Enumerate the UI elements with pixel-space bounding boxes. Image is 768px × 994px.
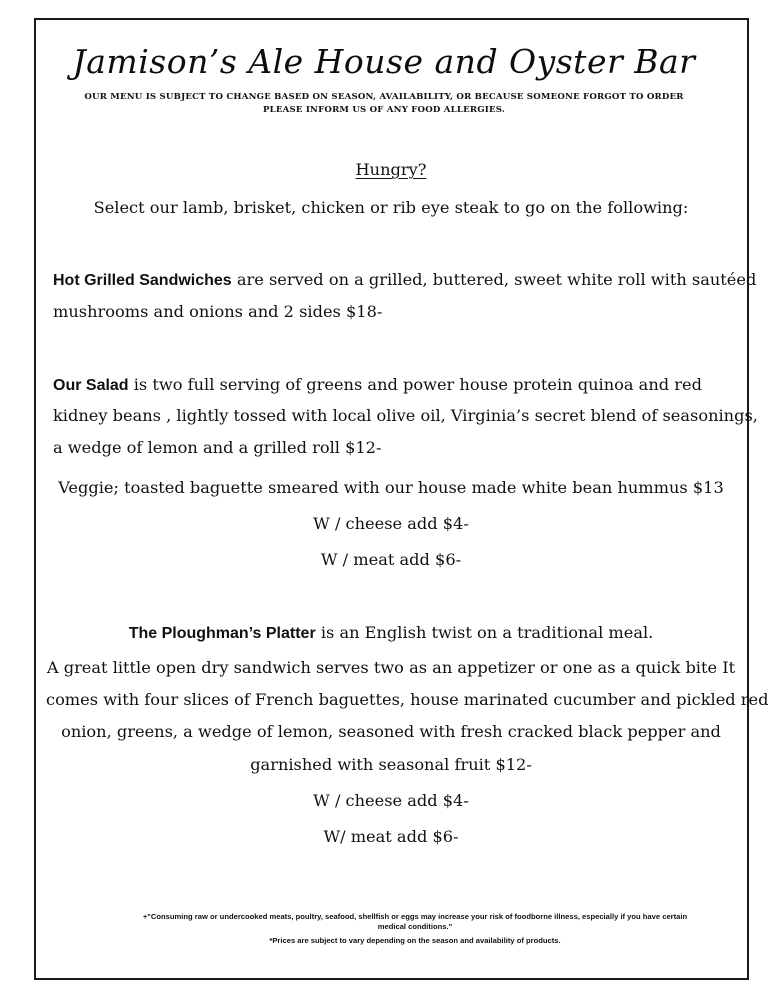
sandwiches-line-1 [53, 270, 757, 291]
salad-add-cheese: W / cheese add $4- [313, 514, 469, 533]
salad-name: Our Salad [53, 377, 129, 394]
platter-line-5: garnished with seasonal fruit $12- [250, 755, 532, 774]
hungry-heading: Hungry? [355, 160, 427, 179]
veggie-option: Veggie; toasted baguette smeared with our house made white bean hummus $13 [58, 478, 724, 497]
platter-add-cheese: W / cheese add $4- [313, 791, 469, 810]
food-safety-warning-1: +"Consuming raw or undercooked meats, poultry, seafood, shellfish or eggs may increase your risk of foodborne illness, especially if you have certain [142, 912, 688, 921]
menu-change-notice: OUR MENU IS SUBJECT TO CHANGE BASED ON SEASON, AVAILABILITY, OR BECAUSE SOMEONE FORGOT TO ORDER [84, 92, 684, 102]
platter-line-3: comes with four slices of French baguettes, house marinated cucumber and pickled red [46, 690, 768, 709]
platter-name: The Ploughman’s Platter [128, 625, 316, 642]
salad-line-2: kidney beans , lightly tossed with local olive oil, Virginia’s secret blend of seasonings, [53, 406, 758, 425]
salad-add-meat: W / meat add $6- [320, 550, 462, 569]
intro-text: Select our lamb, brisket, chicken or rib eye steak to go on the following: [93, 198, 689, 217]
platter-line-1 [46, 623, 736, 644]
sandwiches-description: are served on a grilled, buttered, sweet white roll with sautéed [231, 270, 757, 289]
sandwiches-name: Hot Grilled Sandwiches [53, 272, 232, 289]
platter-add-meat: W/ meat add $6- [323, 827, 459, 846]
sandwiches-line-2: mushrooms and onions and 2 sides $18- [53, 302, 383, 321]
food-safety-warning-2: medical conditions." [377, 922, 453, 931]
restaurant-title: Jamison’s Ale House and Oyster Bar [72, 42, 696, 81]
platter-line-4: onion, greens, a wedge of lemon, seasoned with fresh cracked black pepper and [61, 722, 721, 741]
platter-description: is an English twist on a traditional meal. [315, 623, 654, 642]
salad-line-3: a wedge of lemon and a grilled roll $12- [53, 438, 382, 457]
salad-line-1 [53, 375, 743, 396]
allergy-notice: PLEASE INFORM US OF ANY FOOD ALLERGIES. [262, 105, 506, 115]
intro-heading [46, 160, 736, 180]
salad-description: is two full serving of greens and power house protein quinoa and red [128, 375, 702, 394]
platter-line-2: A great little open dry sandwich serves two as an appetizer or one as a quick bite It [46, 658, 736, 677]
prices-note: *Prices are subject to vary depending on the season and availability of products. [269, 936, 561, 945]
